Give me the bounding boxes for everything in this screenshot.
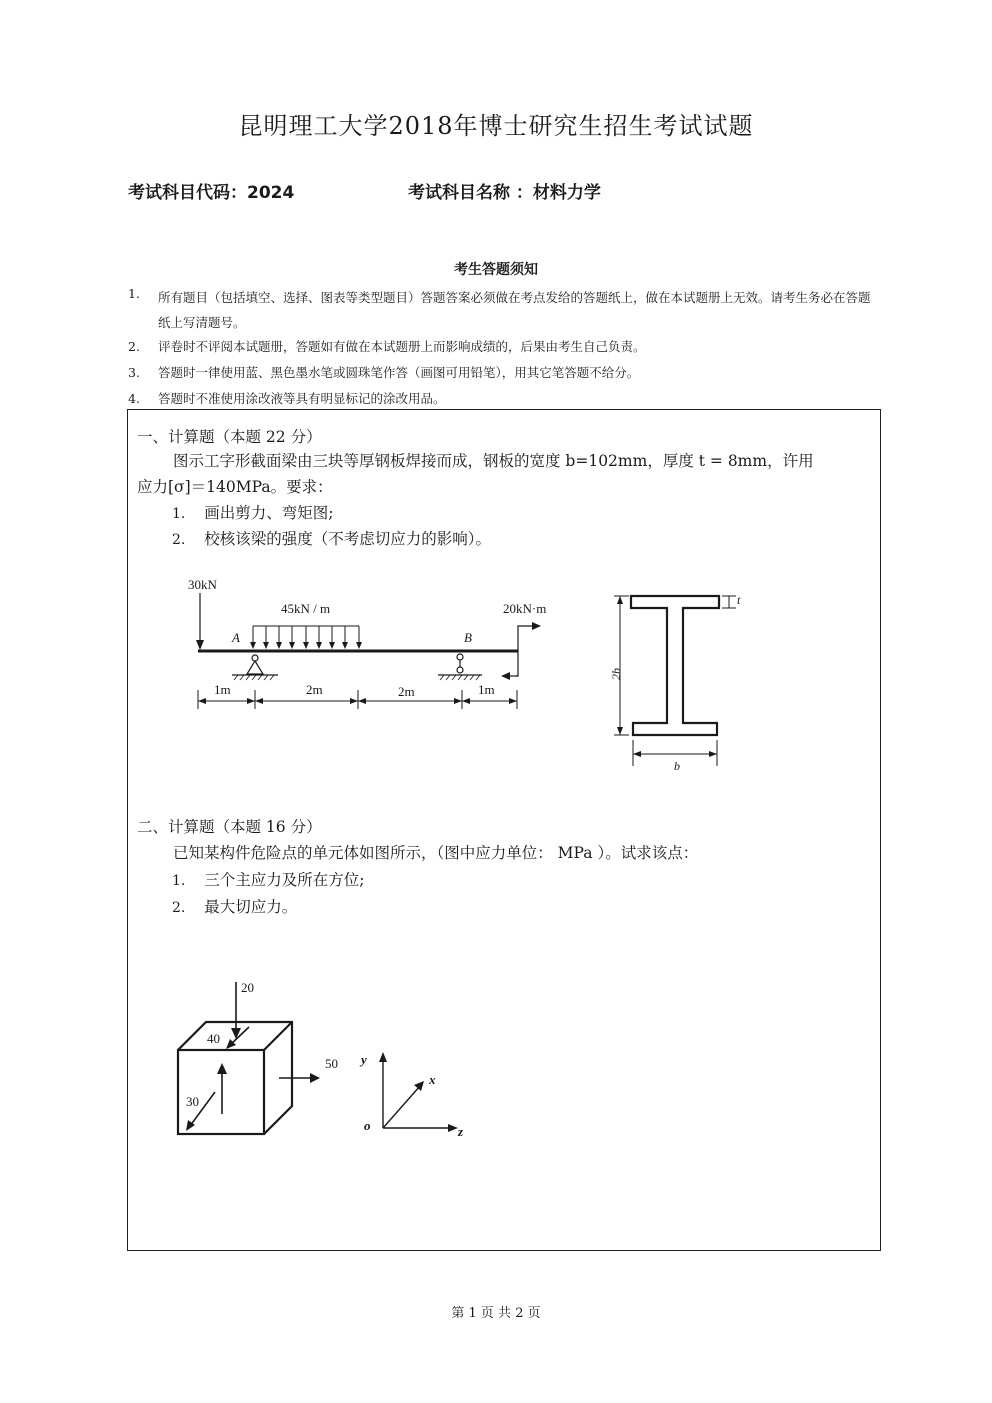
origin-label: o bbox=[364, 1118, 371, 1133]
q1-item-text: 校核该梁的强度（不考虑切应力的影响）。 bbox=[204, 530, 492, 548]
notice-item-number: 4. bbox=[128, 391, 140, 406]
span-label: 2m bbox=[398, 684, 415, 699]
q2-item-number: 1. bbox=[172, 873, 186, 889]
i-section-dims bbox=[614, 596, 736, 766]
q1-intro-line2: 应力[σ]＝140MPa。要求： bbox=[137, 478, 333, 496]
q1-heading: 一、计算题（本题 22 分） bbox=[137, 428, 322, 446]
notice-item-text: 答题时一律使用蓝、黑色墨水笔或圆珠笔作答（画图可用铅笔），用其它笔答题不给分。 bbox=[158, 365, 640, 380]
axis-x-label: x bbox=[429, 1072, 436, 1087]
exam-title: 昆明理工大学2018年博士研究生招生考试试题 bbox=[238, 112, 754, 140]
page-footer: 第 1 页 共 2 页 bbox=[451, 1306, 541, 1321]
section-height-label: 2b bbox=[609, 668, 623, 680]
subject-code: 考试科目代码：2024 bbox=[128, 183, 295, 203]
section-t-label: t bbox=[737, 593, 741, 607]
beam-labels bbox=[188, 577, 546, 699]
q2-item bbox=[172, 867, 365, 894]
i-section bbox=[631, 596, 719, 735]
distributed-load-label: 45kN / m bbox=[281, 601, 331, 616]
q2-item bbox=[172, 894, 297, 921]
notice-item-number: 3. bbox=[128, 365, 140, 380]
notice-item-text: 所有题目（包括填空、选择、图表等类型题目）答题答案必须做在考点发给的答题纸上，做在本试题册上无效。请考生务必在答题纸上写清题号。 bbox=[158, 290, 871, 330]
q1-item-text: 画出剪力、弯矩图; bbox=[204, 504, 334, 522]
stress-40-label: 40 bbox=[207, 1031, 220, 1046]
q2-item-number: 2. bbox=[172, 900, 186, 916]
notice-item-text: 答题时不准使用涂改液等具有明显标记的涂改用品。 bbox=[158, 391, 446, 406]
subject-name: 考试科目名称 ：材料力学 bbox=[408, 183, 601, 203]
stress-arrows bbox=[186, 982, 320, 1131]
support-a-label: A bbox=[232, 630, 240, 645]
span-label: 2m bbox=[306, 682, 323, 697]
q2-intro: 已知某构件危险点的单元体如图所示，（图中应力单位： MPa ）。试求该点： bbox=[173, 844, 699, 862]
axis-z-label: z bbox=[458, 1124, 464, 1139]
stress-20-label: 20 bbox=[241, 980, 254, 995]
stress-element bbox=[178, 1022, 292, 1134]
stress-50-label: 50 bbox=[325, 1056, 338, 1071]
q1-intro-line1: 图示工字形截面梁由三块等厚钢板焊接而成，钢板的宽度 b=102mm，厚度 t = 8mm，许用 bbox=[173, 452, 814, 470]
q2-item-text: 最大切应力。 bbox=[204, 898, 298, 916]
support-b-label: B bbox=[464, 630, 472, 645]
q1-item-number: 2. bbox=[172, 532, 186, 548]
axis-y-label: y bbox=[361, 1052, 367, 1067]
stress-30-label: 30 bbox=[186, 1094, 199, 1109]
coordinate-axes bbox=[379, 1052, 458, 1132]
notice-item-text: 评卷时不评阅本试题册，答题如有做在本试题册上而影响成绩的，后果由考生自己负责。 bbox=[158, 339, 646, 354]
span-label: 1m bbox=[478, 682, 495, 697]
span-label: 1m bbox=[214, 682, 231, 697]
moment-label: 20kN·m bbox=[503, 601, 547, 616]
notice-item-number: 2. bbox=[128, 339, 140, 354]
q2-item-text: 三个主应力及所在方位; bbox=[204, 871, 365, 889]
point-load-label: 30kN bbox=[188, 577, 217, 592]
q2-heading: 二、计算题（本题 16 分） bbox=[137, 818, 322, 836]
q1-item-number: 1. bbox=[172, 506, 186, 522]
notice-item-number: 1. bbox=[128, 286, 140, 301]
section-b-label: b bbox=[674, 759, 680, 773]
notice-heading: 考生答题须知 bbox=[454, 262, 538, 278]
